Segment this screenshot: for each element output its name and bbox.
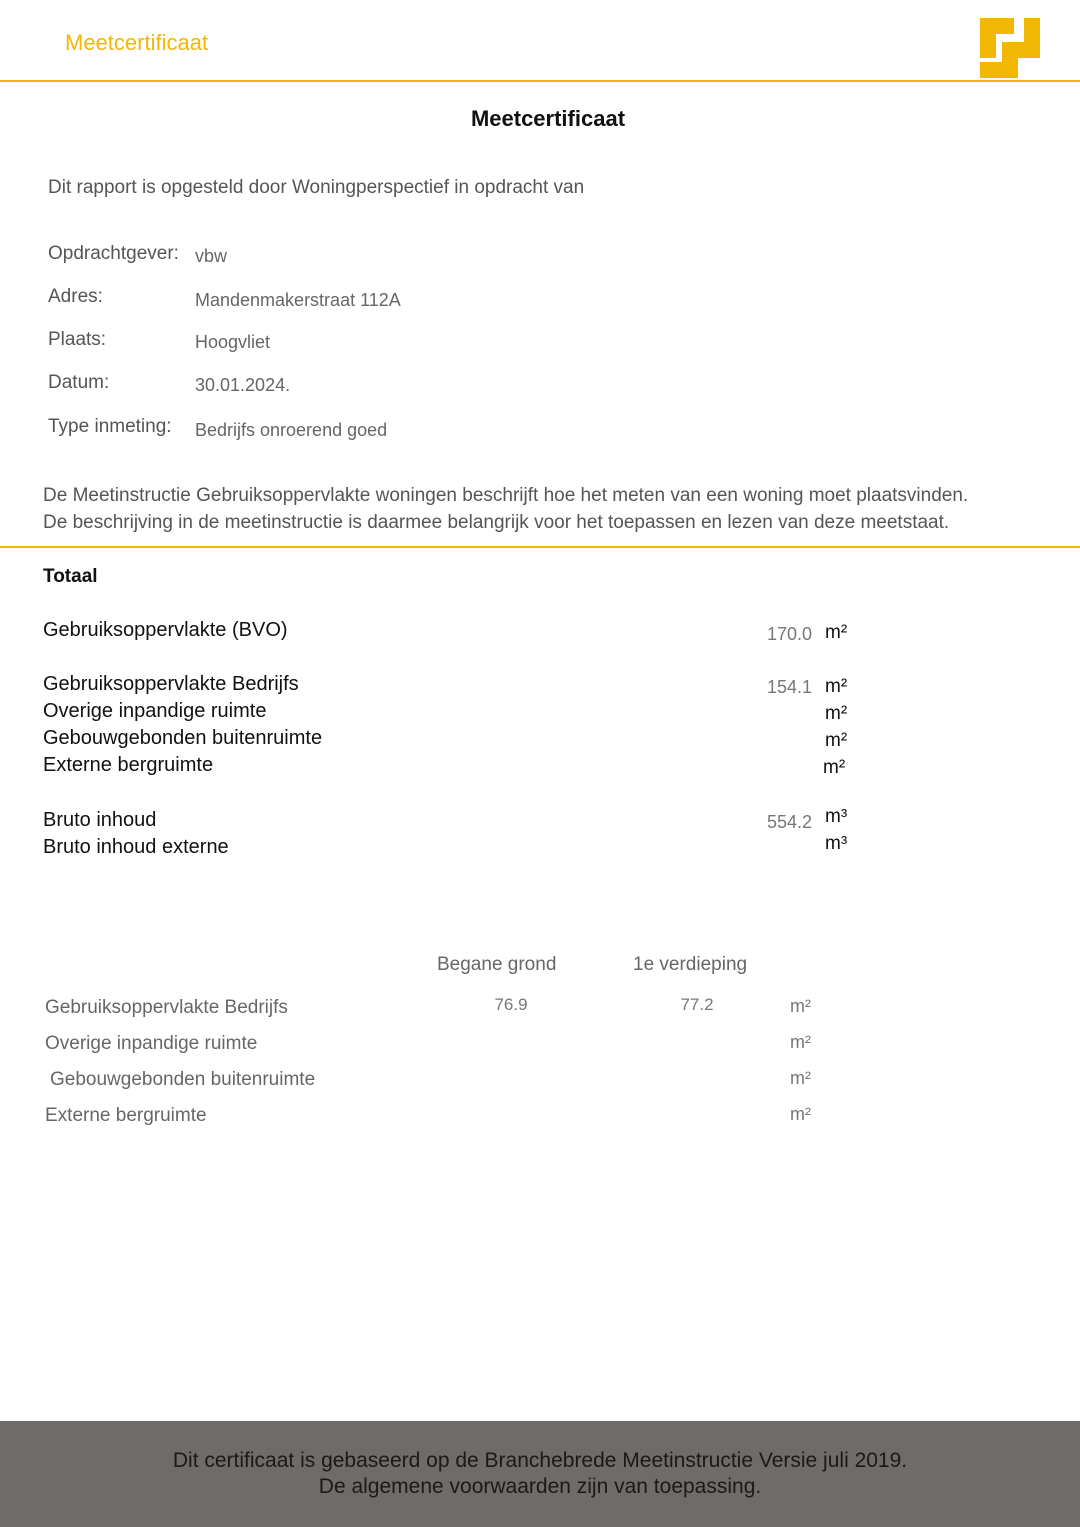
column-header-1e-verdieping: 1e verdieping bbox=[633, 954, 748, 975]
paragraph-line-2: De beschrijving in de meetinstructie is daarmee belangrijk voor het toepassen en lezen van deze meetstaat. bbox=[43, 512, 950, 533]
table-cell-unit: m² bbox=[790, 1104, 811, 1124]
field-value-datum: 30.01.2024. bbox=[195, 375, 291, 395]
total-row-value: 554.2 bbox=[766, 812, 812, 832]
table-row-label: Gebouwgebonden buitenruimte bbox=[50, 1069, 316, 1090]
page-title: Meetcertificaat bbox=[470, 106, 626, 131]
total-row-label: Gebruiksoppervlakte Bedrijfs bbox=[43, 673, 299, 695]
field-label-adres: Adres: bbox=[48, 286, 103, 307]
total-row-unit: m² bbox=[825, 676, 848, 697]
footer bbox=[0, 1421, 1080, 1527]
total-row-unit: m³ bbox=[825, 833, 848, 854]
intro-text: Dit rapport is opgesteld door Woningperspectief in opdracht van bbox=[48, 177, 585, 198]
field-value-type: Bedrijfs onroerend goed bbox=[195, 420, 388, 440]
logo-icon bbox=[978, 16, 1042, 80]
table-cell-unit: m² bbox=[790, 996, 811, 1016]
footer-line-1: Dit certificaat is gebaseerd op de Branchebrede Meetinstructie Versie juli 2019. bbox=[172, 1449, 908, 1472]
field-label-opdrachtgever: Opdrachtgever: bbox=[48, 243, 179, 264]
table-row-label: Externe bergruimte bbox=[45, 1105, 207, 1126]
column-header-begane-grond: Begane grond bbox=[437, 954, 557, 975]
field-label-plaats: Plaats: bbox=[48, 329, 107, 350]
section-divider bbox=[0, 546, 1080, 548]
total-row-label: Overige inpandige ruimte bbox=[43, 700, 267, 722]
field-value-plaats: Hoogvliet bbox=[195, 332, 271, 352]
paragraph-line-1: De Meetinstructie Gebruiksoppervlakte woningen beschrijft hoe het meten van een woning moet plaatsvinden. bbox=[43, 485, 969, 506]
total-row-unit: m² bbox=[825, 730, 848, 751]
field-value-adres: Mandenmakerstraat 112A bbox=[195, 290, 401, 310]
total-row-unit: m³ bbox=[825, 806, 848, 827]
table-cell-value: 76.9 bbox=[494, 995, 528, 1014]
total-row-label: Gebouwgebonden buitenruimte bbox=[43, 727, 323, 749]
header-title: Meetcertificaat bbox=[65, 30, 209, 55]
footer-line-2: De algemene voorwaarden zijn van toepassing. bbox=[318, 1475, 762, 1498]
total-row-unit: m² bbox=[823, 757, 846, 778]
header-divider bbox=[0, 80, 1080, 82]
table-cell-unit: m² bbox=[790, 1068, 811, 1088]
table-cell-unit: m² bbox=[790, 1032, 811, 1052]
total-row-label: Bruto inhoud bbox=[43, 809, 157, 831]
total-row-unit: m² bbox=[825, 622, 848, 643]
total-row-label: Bruto inhoud externe bbox=[43, 836, 229, 858]
total-row-unit: m² bbox=[825, 703, 848, 724]
total-row-label: Externe bergruimte bbox=[43, 754, 214, 776]
total-row-value: 154.1 bbox=[766, 677, 812, 697]
field-label-type: Type inmeting: bbox=[48, 416, 172, 437]
table-row-label: Gebruiksoppervlakte Bedrijfs bbox=[45, 997, 288, 1018]
table-cell-value: 77.2 bbox=[680, 995, 714, 1014]
table-row-label: Overige inpandige ruimte bbox=[45, 1033, 258, 1054]
field-label-datum: Datum: bbox=[48, 372, 110, 393]
total-row-label: Gebruiksoppervlakte (BVO) bbox=[43, 619, 288, 641]
total-row-value: 170.0 bbox=[766, 624, 812, 644]
totals-heading: Totaal bbox=[43, 566, 98, 587]
field-value-opdrachtgever: vbw bbox=[195, 246, 228, 266]
